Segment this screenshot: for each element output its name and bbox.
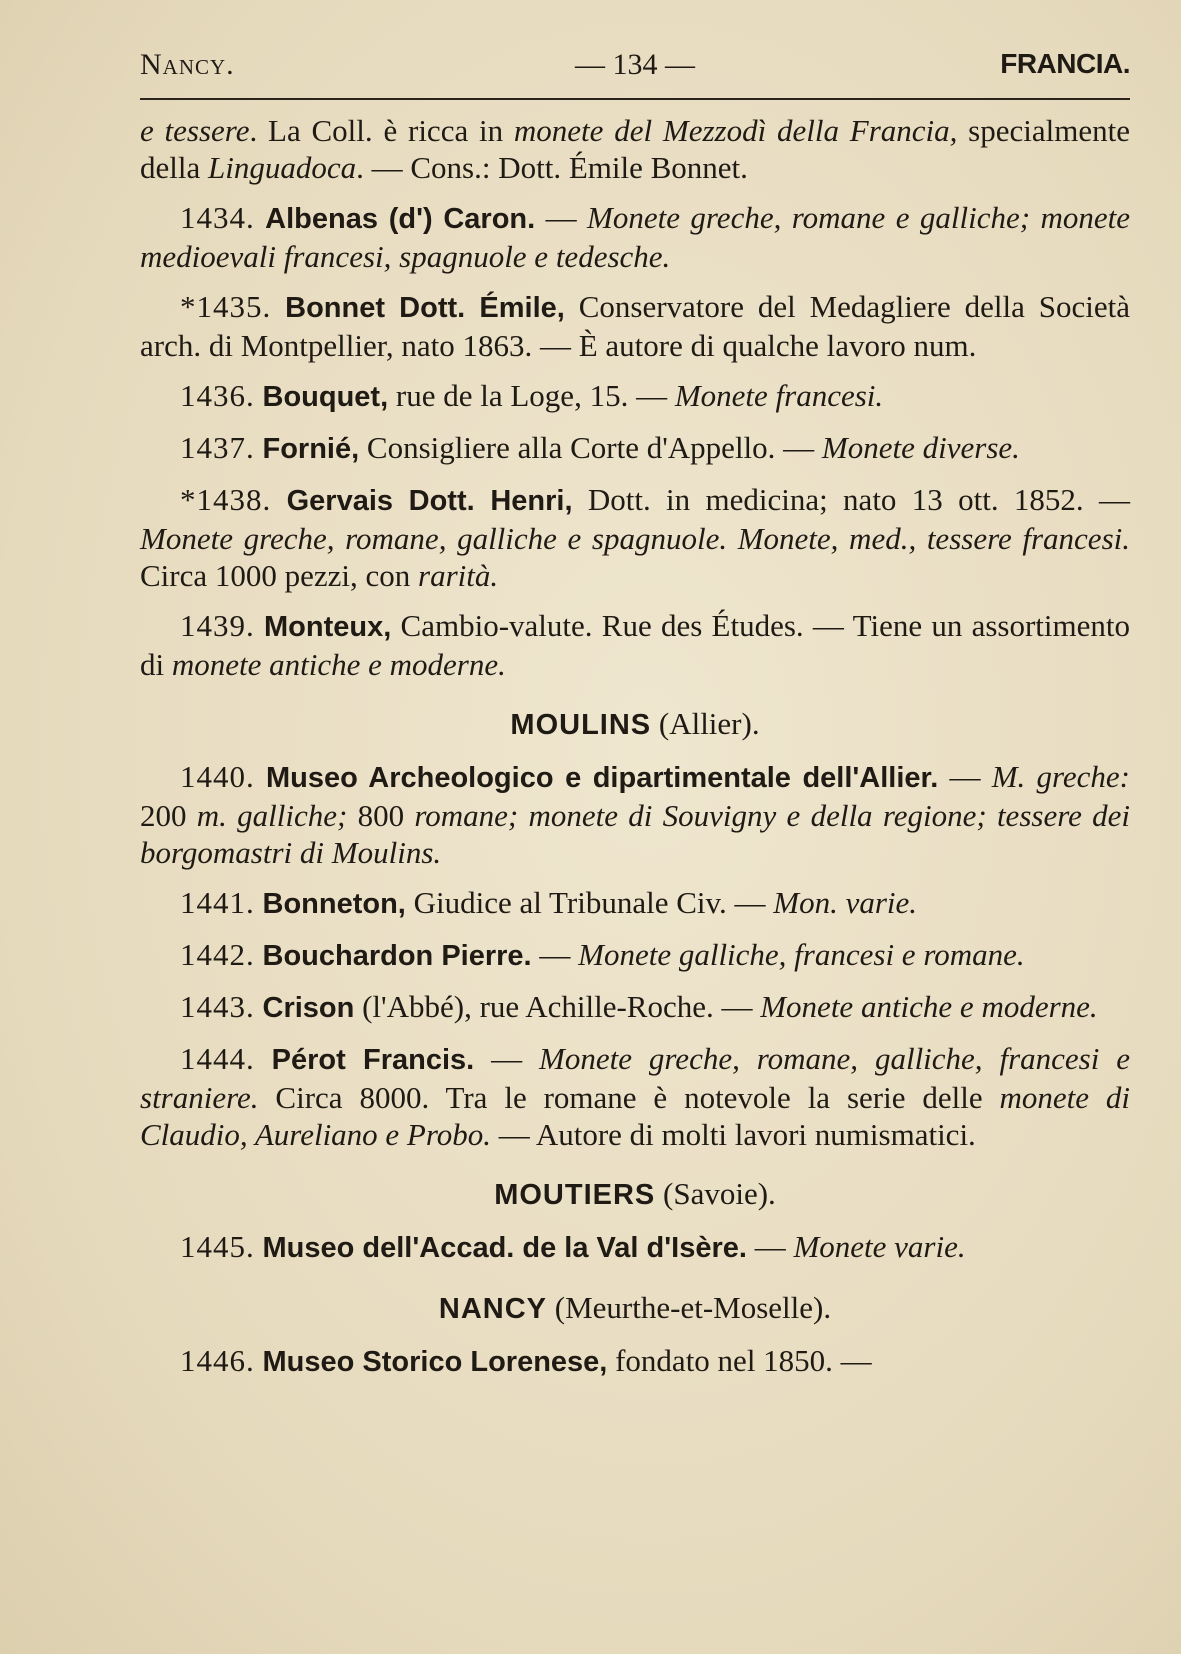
entry-text: — [746,1229,794,1264]
entry-text: 200 [140,798,197,833]
entry-number: 1436. [180,378,255,413]
entry-number: 1445. [180,1229,255,1264]
entry-1441 [140,884,1130,923]
entry-description: monete di Claudio, Aureliano e Probo. [140,1080,1130,1152]
entry-number: 1444. [180,1041,255,1076]
entry-description: monete antiche e moderne. [171,647,506,682]
entry-description: Monete greche, romane, galliche e spagnuole. Monete, med., tessere francesi. [140,521,1130,556]
entry-1438 [140,481,1130,594]
intro-text-2: . La Coll. è ricca in [249,113,514,148]
entry-name: Museo Archeologico e dipartimentale dell'Allier. [265,762,939,794]
entry-number: 1434. [180,200,255,235]
intro-text-1: e tessere [140,113,250,148]
city-name: NANCY [438,1293,548,1325]
entry-description: Monete antiche e moderne. [760,989,1098,1024]
entry-text: — [535,200,588,235]
entry-text: Circa 8000. Tra le romane è notevole la serie delle [258,1080,1000,1115]
entry-1437 [140,429,1130,468]
intro-text-5: Linguadoca [208,150,357,185]
entry-description: Monete galliche, francesi e romane. [578,937,1025,972]
entry-description: M. greche: [991,759,1130,794]
entry-description: Monete varie. [793,1229,966,1264]
entry-name: Fornié, [262,433,360,465]
entry-text: 800 [347,798,415,833]
entry-name: Bonnet Dott. Émile, [285,292,565,324]
entry-text: (l'Abbé), rue Achille-Roche. — [354,989,761,1024]
entry-name: Bonneton, [262,888,406,920]
region-name: (Meurthe-et-Moselle). [547,1290,832,1325]
page-body [140,112,1130,1394]
entry-number: 1441. [180,885,255,920]
running-head [140,44,1130,92]
entry-description: Monete greche, romane, galliche, francesi e straniere. [140,1041,1130,1115]
entry-text: Giudice al Tribunale Civ. — [405,885,774,920]
header-rule [140,98,1130,100]
entry-1445 [140,1228,1130,1267]
page-number: — 134 — [575,48,695,81]
entry-1443 [140,988,1130,1027]
entry-name: Gervais Dott. Henri, [286,485,573,517]
entry-text: rue de la Loge, 15. — [388,378,675,413]
entry-text: — [938,759,992,794]
entry-1439 [140,607,1130,683]
entry-description: romane; monete di Souvigny e della regione; tessere dei borgomastri di Moulins. [140,798,1131,870]
city-name: MOULINS [510,709,652,741]
entry-text: — [531,937,579,972]
entry-number: 1443. [180,989,255,1024]
entry-1444 [140,1040,1130,1153]
entry-description: Mon. varie. [773,885,918,920]
entry-name: Pérot Francis. [271,1044,475,1076]
entry-description: m. galliche; [196,798,348,833]
entry-name: Monteux, [264,611,392,643]
city-name: MOUTIERS [494,1179,656,1211]
entry-1446 [140,1342,1130,1381]
entry-number: 1437. [180,430,255,465]
entry-text: Consigliere alla Corte d'Appello. — [359,430,822,465]
entry-name: Albenas (d') Caron. [265,203,536,235]
section-heading-moutiers [140,1175,1130,1214]
entry-name: Bouchardon Pierre. [262,940,532,972]
region-name: (Savoie). [655,1176,776,1211]
entry-text: Conservatore del Medagliere della Società arch. di Montpellier, nato 1863. — È autore di qualche lavoro num. [140,289,1130,363]
entry-text: — [474,1041,540,1076]
entry-name: Museo dell'Accad. de la Val d'Isère. [262,1232,747,1264]
entry-name: Bouquet, [262,381,389,413]
running-head-right: FRANCIA. [1000,48,1130,79]
entry-text: fondato nel 1850. — [607,1343,872,1378]
entry-1434 [140,199,1130,275]
entry-number: *1438. [180,482,272,517]
entry-1436 [140,377,1130,416]
entry-text: Cambio-valute. Rue des Études. — Tiene un assortimento di [140,608,1131,682]
entry-text: — Autore di molti lavori numismatici. [491,1117,976,1152]
entry-1442 [140,936,1130,975]
entry-description: Monete francesi. [674,378,884,413]
entry-number: 1442. [180,937,255,972]
entry-1435 [140,288,1130,364]
running-head-left: Nancy. [140,48,235,81]
entry-number: 1440. [180,759,255,794]
entry-number: 1439. [180,608,255,643]
entry-name: Crison [262,992,355,1024]
entry-description: Monete greche, romane e galliche; monete medioevali francesi, spagnuole e tedesche. [140,200,1131,274]
entry-1440 [140,758,1130,871]
entry-description: Monete diverse. [821,430,1020,465]
entry-number: 1446. [180,1343,255,1378]
region-name: (Allier). [651,706,760,741]
intro-text-4: specialmente della [140,113,1130,185]
entry-name: Museo Storico Lorenese, [262,1346,608,1378]
intro-text-3: monete del Mezzodì della Francia, [513,113,958,148]
entry-text: Dott. in medicina; nato 13 ott. 1852. — [572,482,1130,517]
section-heading-moulins [140,705,1130,744]
entry-number: *1435. [180,289,272,324]
intro-paragraph [140,112,1130,186]
entry-text-tail: Circa 1000 pezzi, con [140,558,419,593]
entry-description-tail: rarità. [418,558,499,593]
intro-text-6: . — Cons.: Dott. Émile Bonnet. [356,150,748,185]
section-heading-nancy [140,1289,1130,1328]
